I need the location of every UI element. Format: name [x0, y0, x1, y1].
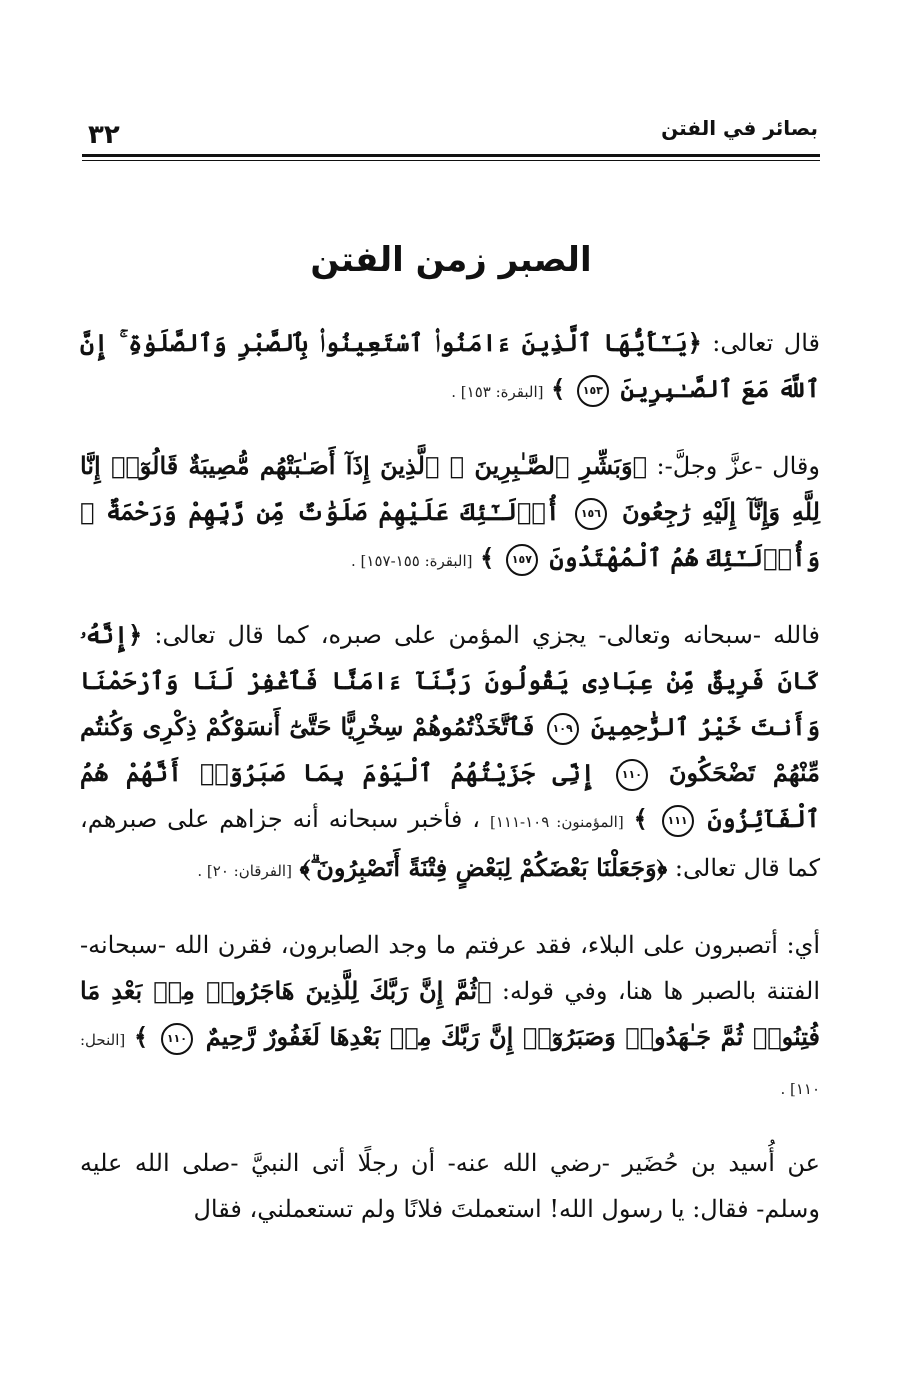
quran-verse: فَٱتَّخَذْتُمُوهُمْ سِخْرِيًّا حَتَّىٰٓ أَنسَوْكُمْ ذِكْرِى وَكُنتُم مِّنْهُمْ تَضْحَكُونَ: [80, 712, 821, 787]
paragraph-2: [80, 443, 820, 584]
verse-reference: [الفرقان: ٢٠] .: [197, 862, 292, 880]
paragraph-lead: وقال -عزَّ وجلَّ-:: [646, 452, 820, 480]
quran-close-bracket: ﴾: [480, 543, 495, 572]
paragraph-lead: عن أُسيد بن حُضَير -رضي الله عنه- أن رجلًا أتى النبيَّ -صلى الله عليه وسلم- فقال: يا رسول الله! استعملتَ فلانًا ولم تستعملني، فقال: [80, 1149, 820, 1223]
verse-number-marker: ١٥٦: [575, 498, 607, 530]
quran-verse: إِنِّى جَزَيْتُهُمُ ٱلْيَوْمَ بِمَا صَبَرُوٓا۟ أَنَّهُمْ هُمُ ٱلْفَآئِزُونَ: [80, 758, 820, 833]
verse-number-marker: ١١٠: [616, 759, 648, 791]
page-header: [82, 112, 820, 152]
quran-close-bracket: ﴾: [551, 374, 566, 403]
running-title: بصائر في الفتن: [661, 116, 818, 140]
header-rule-thin: [82, 160, 820, 161]
quran-verse: أُو۟لَـٰٓئِكَ عَلَيْهِمْ صَلَوَٰتٌ مِّن رَّبِّهِمْ وَرَحْمَةٌ ۖ وَأُو۟لَـٰٓئِكَ هُمُ ٱلْمُهْتَدُونَ: [80, 497, 820, 572]
chapter-title: الصبر زمن الفتن: [310, 240, 592, 280]
quran-close-bracket: ﴾: [633, 804, 648, 833]
quran-verse: ﴿إِنَّهُۥ كَانَ فَرِيقٌ مِّنْ عِبَادِى يَقُولُونَ رَبَّنَآ ءَامَنَّا فَٱغْفِرْ لَنَا وَٱرْحَمْنَا وَأَنتَ خَيْرُ ٱلرَّٰحِمِينَ: [80, 620, 821, 741]
verse-number-marker: ١١٠: [161, 1023, 193, 1055]
verse-reference: [البقرة: ١٥٥-١٥٧] .: [351, 552, 473, 570]
page-number: ٣٢: [88, 120, 120, 150]
verse-reference: [المؤمنون: ١٠٩-١١١]: [489, 813, 624, 831]
quran-verse: ﴿يَـٰٓأَيُّهَا ٱلَّذِينَ ءَامَنُوا۟ ٱسْتَعِينُوا۟ بِٱلصَّبْرِ وَٱلصَّلَوٰةِ ۚ إِنَّ ٱللَّهَ مَعَ ٱلصَّـٰبِرِينَ: [80, 328, 820, 403]
verse-reference: [النحل: ١١٠] .: [80, 1031, 820, 1098]
verse-number-marker: ١٥٣: [577, 375, 609, 407]
paragraph-text: ، فأخبر سبحانه أنه جزاهم على صبرهم، كما قال تعالى:: [80, 805, 820, 882]
quran-close-bracket: ﴾: [134, 1022, 149, 1051]
quran-verse: ﴿وَجَعَلْنَا بَعْضَكُمْ لِبَعْضٍ فِتْنَةً أَتَصْبِرُونَ ۗ﴾: [299, 853, 668, 882]
paragraph-lead: أي: أتصبرون على البلاء، فقد عرفتم ما وجد الصابرون، فقرن الله -سبحانه- الفتنة بالصبر ها هنا، وفي قوله:: [80, 931, 820, 1005]
verse-reference: [البقرة: ١٥٣] .: [451, 383, 544, 401]
paragraph-1: [80, 320, 820, 415]
verse-number-marker: ١٥٧: [506, 544, 538, 576]
quran-verse: ﴿وَبَشِّرِ ٱلصَّـٰبِرِينَ ۞ ٱلَّذِينَ إِذَآ أَصَـٰبَتْهُم مُّصِيبَةٌ قَالُوٓا۟ إِنَّا لِلَّهِ وَإِنَّآ إِلَيْهِ رَٰجِعُونَ: [80, 451, 820, 526]
paragraph-lead: قال تعالى:: [701, 329, 821, 357]
verse-number-marker: ١٠٩: [547, 713, 579, 745]
paragraph-4: [80, 922, 820, 1112]
paragraph-lead: فالله -سبحانه وتعالى- يجزي المؤمن على صبره، كما قال تعالى:: [142, 621, 820, 649]
verse-number-marker: ١١١: [662, 805, 694, 837]
quran-verse: ﴿ثُمَّ إِنَّ رَبَّكَ لِلَّذِينَ هَاجَرُوا۟ مِنۢ بَعْدِ مَا فُتِنُوا۟ ثُمَّ جَـٰهَدُوا۟ وَصَبَرُوٓا۟ إِنَّ رَبَّكَ مِنۢ بَعْدِهَا لَغَفُورٌ رَّحِيمٌ: [80, 976, 820, 1051]
paragraph-3: [80, 612, 820, 894]
body-text: [80, 320, 820, 1260]
header-rule-thick: [82, 154, 820, 157]
paragraph-5: [80, 1140, 820, 1232]
